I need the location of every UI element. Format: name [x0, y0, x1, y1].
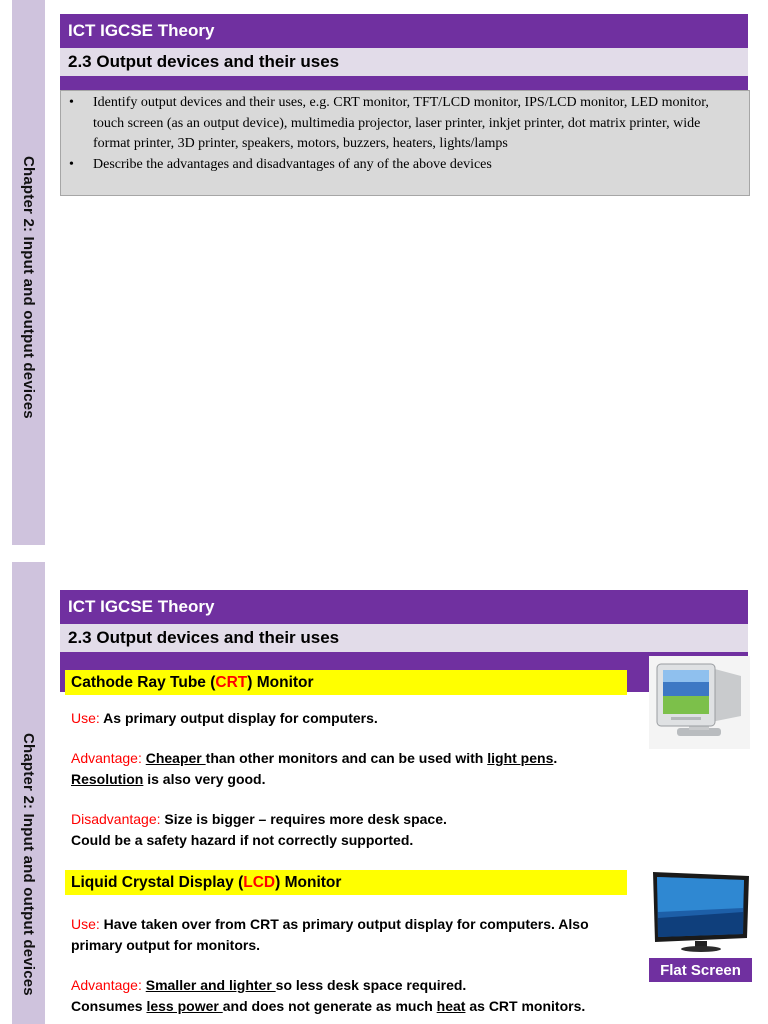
- lcd-use: Use: Have taken over from CRT as primary output display for computers. Also primary output for monitors.: [71, 916, 589, 953]
- bullet-icon: •: [69, 95, 74, 110]
- lcd-heading: Liquid Crystal Display ( LCD ) Monitor: [65, 870, 627, 895]
- crt-use: Use: As primary output display for computers.: [71, 710, 378, 726]
- objective-item: • Describe the advantages and disadvantages of any of the above devices: [69, 155, 735, 176]
- purple-divider: [60, 76, 748, 90]
- lcd-monitor-image: [649, 868, 752, 954]
- objectives-box: [60, 90, 750, 196]
- bullet-icon: •: [69, 156, 74, 172]
- slide-subtitle: 2.3 Output devices and their uses: [60, 624, 748, 652]
- crt-disadvantage: Disadvantage: Size is bigger – requires more desk space. Could be a safety hazard if not correctly supported.: [71, 811, 447, 848]
- chapter-label: [12, 714, 45, 1014]
- slide-title: ICT IGCSE Theory: [60, 14, 748, 48]
- crt-monitor-image: [649, 656, 750, 749]
- chapter-label-text: Chapter 2: Input and output devices: [20, 732, 37, 996]
- crt-heading: Cathode Ray Tube ( CRT ) Monitor: [65, 670, 627, 695]
- flat-screen-caption: Flat Screen: [649, 958, 752, 982]
- chapter-label: [12, 142, 45, 432]
- crt-monitor-icon: [649, 656, 750, 749]
- crt-advantage: Advantage: Cheaper than other monitors and can be used with light pens. Resolution is also very good.: [71, 750, 558, 787]
- slide-crt-lcd: [0, 562, 768, 1024]
- lcd-advantage: Advantage: Smaller and lighter so less desk space required. Consumes less power and does not generate as much heat as CRT monitors.: [71, 977, 586, 1014]
- slide-title: ICT IGCSE Theory: [60, 590, 748, 624]
- flat-screen-icon: [649, 868, 752, 954]
- slide-subtitle: 2.3 Output devices and their uses: [60, 48, 748, 76]
- objective-item: • Identify output devices and their uses, e.g. CRT monitor, TFT/LCD monitor, IPS/LCD monitor, LED monitor, touch screen (as an output device), multimedia projector, laser printer, inkjet printer, dot matrix printer, wide format printer, 3D printer, speakers, motors, buzzers, heaters, lights/lamps: [69, 93, 735, 155]
- chapter-label-text: Chapter 2: Input and output devices: [20, 155, 37, 419]
